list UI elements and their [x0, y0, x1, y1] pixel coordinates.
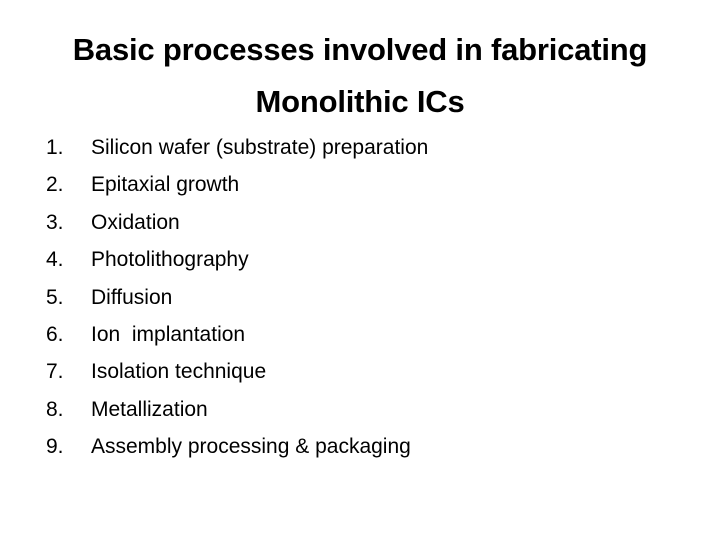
title-line-2: Monolithic ICs — [255, 84, 465, 119]
item-number: 3. — [46, 210, 64, 234]
process-list — [46, 129, 428, 466]
item-text: Ion implantation — [91, 322, 246, 346]
item-text: Isolation technique — [91, 360, 267, 384]
item-text: Assembly processing & packaging — [91, 435, 411, 459]
list-item — [46, 279, 428, 316]
list-item — [46, 391, 428, 428]
list-item — [46, 166, 428, 203]
list-item — [46, 129, 428, 166]
item-number: 2. — [46, 173, 64, 197]
item-number: 4. — [46, 248, 64, 272]
item-text: Diffusion — [91, 285, 173, 309]
item-text: Metallization — [91, 397, 208, 421]
item-text: Oxidation — [91, 210, 180, 234]
slide-title — [20, 24, 700, 128]
item-number: 9. — [46, 435, 64, 459]
item-text: Silicon wafer (substrate) preparation — [91, 136, 429, 159]
list-item — [46, 241, 428, 278]
list-item — [46, 353, 428, 390]
item-number: 7. — [46, 360, 64, 384]
list-item — [46, 428, 428, 465]
list-item — [46, 204, 428, 241]
item-number: 5. — [46, 285, 64, 309]
title-line-1: Basic processes involved in fabricating — [72, 32, 648, 67]
list-item — [46, 316, 428, 353]
item-number: 8. — [46, 397, 64, 421]
item-number: 6. — [46, 322, 64, 346]
item-text: Epitaxial growth — [91, 173, 240, 197]
item-number: 1. — [46, 136, 64, 159]
item-text: Photolithography — [91, 248, 249, 272]
